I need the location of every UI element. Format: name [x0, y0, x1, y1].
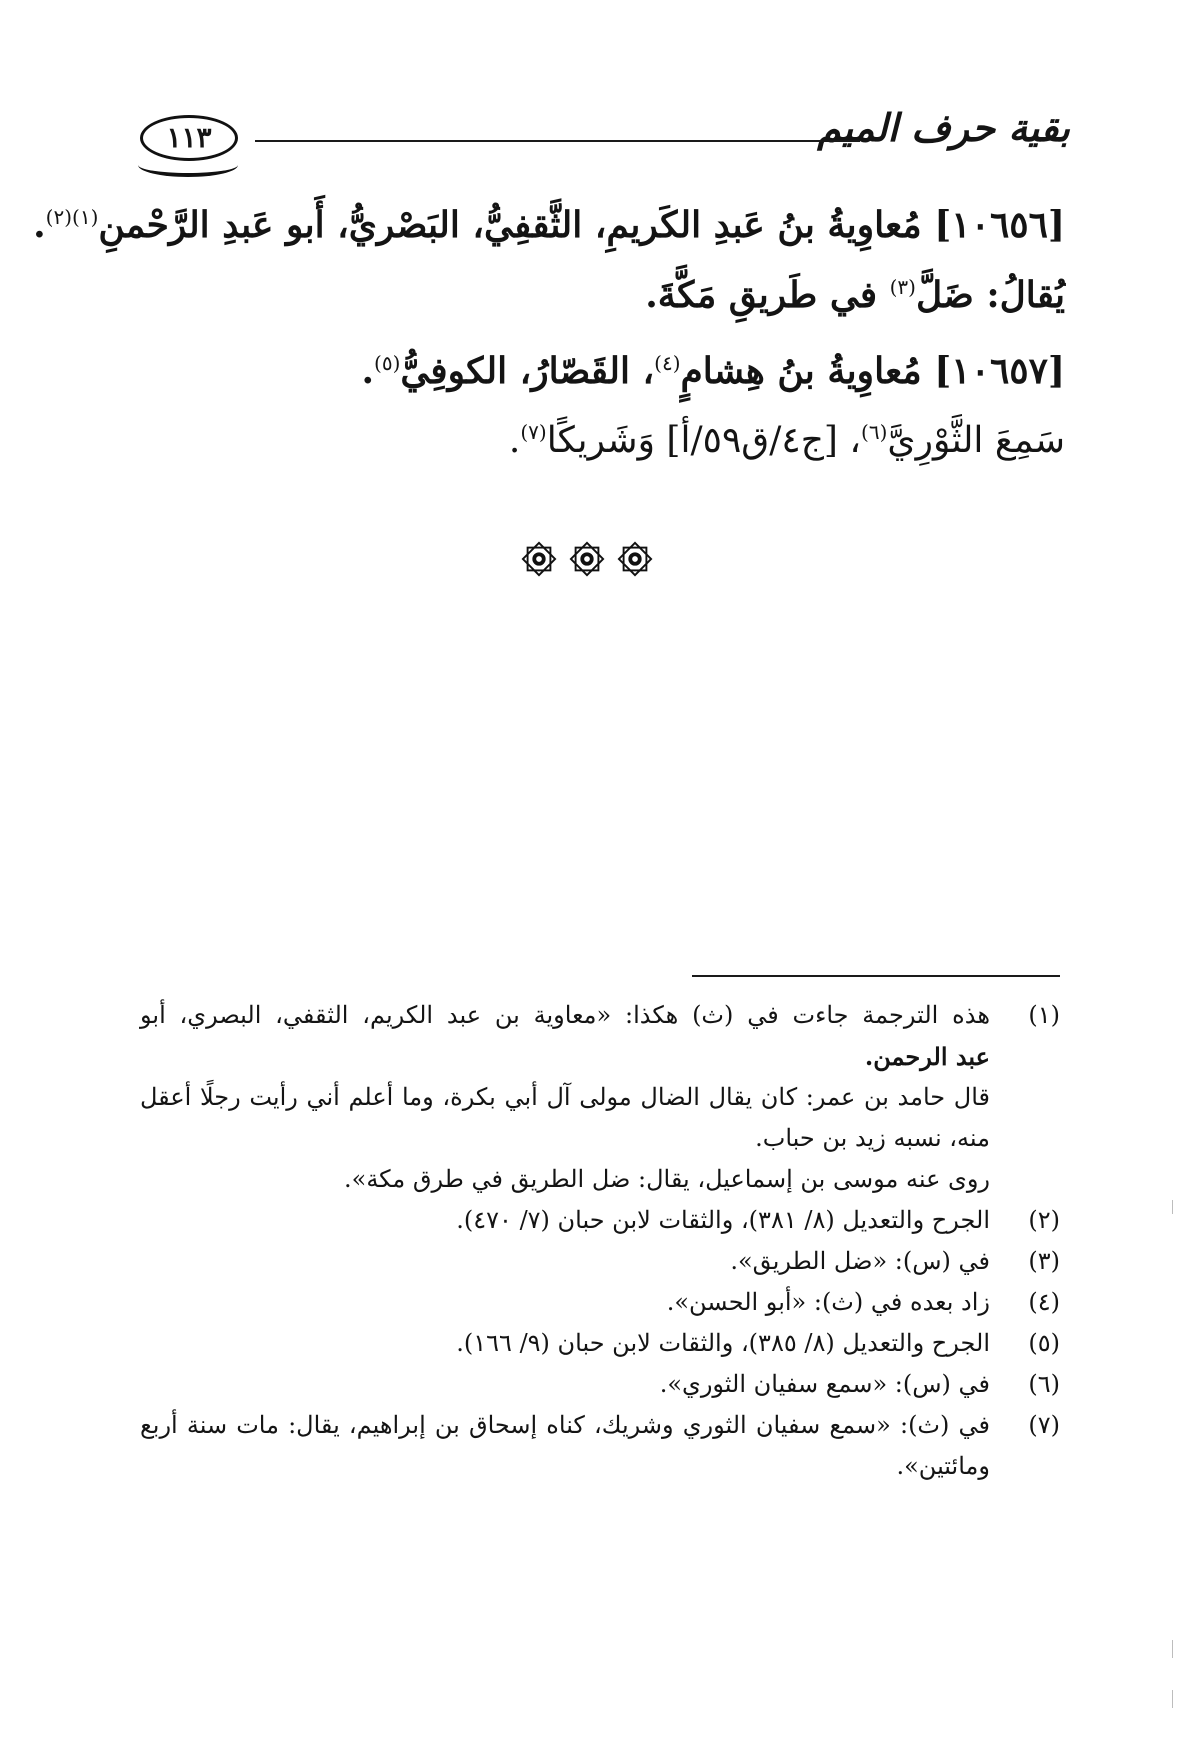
footnote-3 — [140, 1241, 1060, 1282]
footnote-7-line-1 — [140, 1405, 1060, 1446]
footnote-ref: (٦) — [861, 420, 888, 444]
footnote-1-line-3 — [140, 1077, 1060, 1118]
entry-10657-title-b: ، القَصّارُ، الكوفِيُّ — [400, 350, 655, 392]
footnote-1-line-1 — [140, 995, 1060, 1036]
footnote-number: (٦) — [1028, 1370, 1060, 1398]
footnote-number: (٣) — [1028, 1247, 1060, 1275]
footnote-ref: (٧) — [520, 420, 547, 444]
entry-10657-body-b: ، [ج٤/ق٥٩/أ] وَشَريكًا — [546, 420, 862, 461]
footnote-4 — [140, 1282, 1060, 1323]
footnote-ref: (٥) — [374, 351, 401, 375]
main-text — [33, 190, 1065, 476]
eight-point-star-ornament-icon — [616, 540, 654, 578]
footnote-text: الجرح والتعديل (٨/ ٣٨١)، والثقات لابن حبان (٧/ ٤٧٠). — [456, 1206, 990, 1234]
period: . — [361, 350, 375, 392]
footnote-6 — [140, 1364, 1060, 1405]
section-separator — [520, 540, 680, 584]
footnote-number: (٢) — [1028, 1206, 1060, 1234]
footnote-text: زاد بعده في (ث): «أبو الحسن». — [666, 1288, 990, 1316]
footnote-ref: (٤) — [654, 351, 681, 375]
entry-10656-heading — [33, 190, 1065, 260]
eight-point-star-ornament-icon — [520, 540, 558, 578]
footnote-text: في (س): «سمع سفيان الثوري». — [659, 1370, 990, 1398]
footnote-text: في (س): «ضل الطريق». — [730, 1247, 990, 1275]
footnote-number: (١) — [1028, 1001, 1060, 1029]
page-number: ١١٣ — [140, 115, 238, 161]
footnote-number: (٤) — [1028, 1288, 1060, 1316]
entry-10657-title-a: [١٠٦٥٧] مُعاوِيةُ بنُ هِشامٍ — [680, 350, 1065, 392]
footnote-1-line-2 — [140, 1036, 1060, 1077]
entry-10656-body — [140, 260, 1065, 330]
entry-10656-body-a: يُقالُ: ضَلَّ — [915, 274, 1065, 316]
scan-mark — [1172, 1200, 1173, 1214]
footnote-1-line-4 — [140, 1118, 1060, 1159]
footnote-1-line-5 — [140, 1159, 1060, 1200]
footnote-5 — [140, 1323, 1060, 1364]
period: . — [508, 420, 521, 461]
footnote-7-line-2 — [140, 1446, 1060, 1487]
footnote-text: عبد الرحمن. — [864, 1042, 990, 1071]
page-header — [140, 105, 1070, 175]
scan-mark — [1172, 1690, 1173, 1708]
scan-mark — [1172, 1640, 1173, 1658]
footnote-rule — [692, 975, 1060, 977]
footnote-text: قال حامد بن عمر: كان يقال الضال مولى آل أبي بكرة، وما أعلم أني رأيت رجلًا أعقل — [140, 1083, 990, 1111]
footnote-2 — [140, 1200, 1060, 1241]
footnote-text: هذه الترجمة جاءت في (ث) هكذا: «معاوية بن عبد الكريم، الثقفي، البصري، أبو — [140, 1001, 990, 1029]
entry-10656-body-b: في طَريقِ مَكَّةَ. — [645, 274, 890, 316]
entry-10657-body — [140, 406, 1065, 476]
footnote-text: روى عنه موسى بن إسماعيل، يقال: ضل الطريق في طرق مكة». — [344, 1165, 990, 1193]
section-title: بقية حرف الميم — [817, 105, 1070, 150]
footnotes — [140, 995, 1060, 1487]
period: . — [33, 204, 46, 246]
footnote-text: منه، نسبه زيد بن حباب. — [755, 1124, 990, 1152]
entry-10657-body-a: سَمِعَ الثَّوْرِيَّ — [887, 420, 1065, 461]
footnote-text: ومائتين». — [896, 1452, 990, 1480]
footnote-number: (٧) — [1028, 1411, 1060, 1439]
footnote-text: الجرح والتعديل (٨/ ٣٨٥)، والثقات لابن حبان (٩/ ١٦٦). — [456, 1329, 990, 1357]
entry-10657-heading — [140, 336, 1065, 406]
footnote-ref: (٣) — [889, 275, 916, 299]
header-rule — [255, 140, 860, 142]
entry-10656-title: [١٠٦٥٦] مُعاوِيةُ بنُ عَبدِ الكَريمِ، الثَّقفِيُّ، البَصْريُّ، أَبو عَبدِ الرَّحْمنِ — [98, 204, 1065, 246]
footnote-text: في (ث): «سمع سفيان الثوري وشريك، كناه إسحاق بن إبراهيم، يقال: مات سنة أربع — [140, 1411, 990, 1439]
eight-point-star-ornament-icon — [568, 540, 606, 578]
page-number-swoosh — [138, 153, 238, 177]
footnote-ref: (١)(٢) — [45, 205, 99, 229]
footnote-number: (٥) — [1028, 1329, 1060, 1357]
